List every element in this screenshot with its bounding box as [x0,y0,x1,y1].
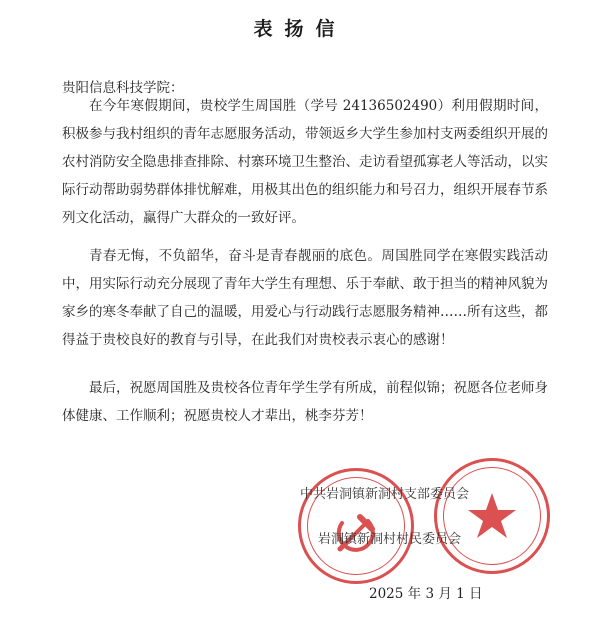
signature-villagers-committee: 岩洞镇新洞村村民委员会 [318,532,462,547]
body-paragraph-3: 最后，祝愿周国胜及贵校各位青年学生学有所成，前程似锦；祝愿各位老师身体健康、工作顺利；祝愿贵校人才辈出，桃李芬芳！ [62,380,548,424]
villagers-committee-seal [434,458,550,574]
body-paragraph-1: 在今年寒假期间，贵校学生周国胜（学号 24136502490）利用假期时间，积极参与我村组织的青年志愿服务活动，带领返乡大学生参加村支两委组织开展的农村消防安全隐患排查排除、村寨环境卫生整治、走访看望孤寡老人等活动，以实际行动帮助弱势群体排忧解难，用极其出色的组织能力和号召力，组织开展春节系列文化活动，赢得广大群众的一致好评。 [62,98,548,226]
document-title: 表扬信 [253,18,347,40]
star-emblem-icon [437,461,547,571]
body-paragraph-2: 青春无悔，不负韶华，奋斗是青春靓丽的底色。周国胜同学在寒假实践活动中，用实际行动充分展现了青年大学生有理想、乐于奉献、敢于担当的精神风貌为家乡的寒冬奉献了自己的温暖，用爱心与行动践行志愿服务精神……所有这些，都得益于贵校良好的教育与引导，在此我们对贵校表示衷心的感谢！ [62,248,548,348]
signature-party-branch: 中共岩洞镇新洞村支部委员会 [300,487,470,502]
recipient-line: 贵阳信息科技学院： [62,80,184,96]
letter-date: 2025 年 3 月 1 日 [369,586,483,602]
